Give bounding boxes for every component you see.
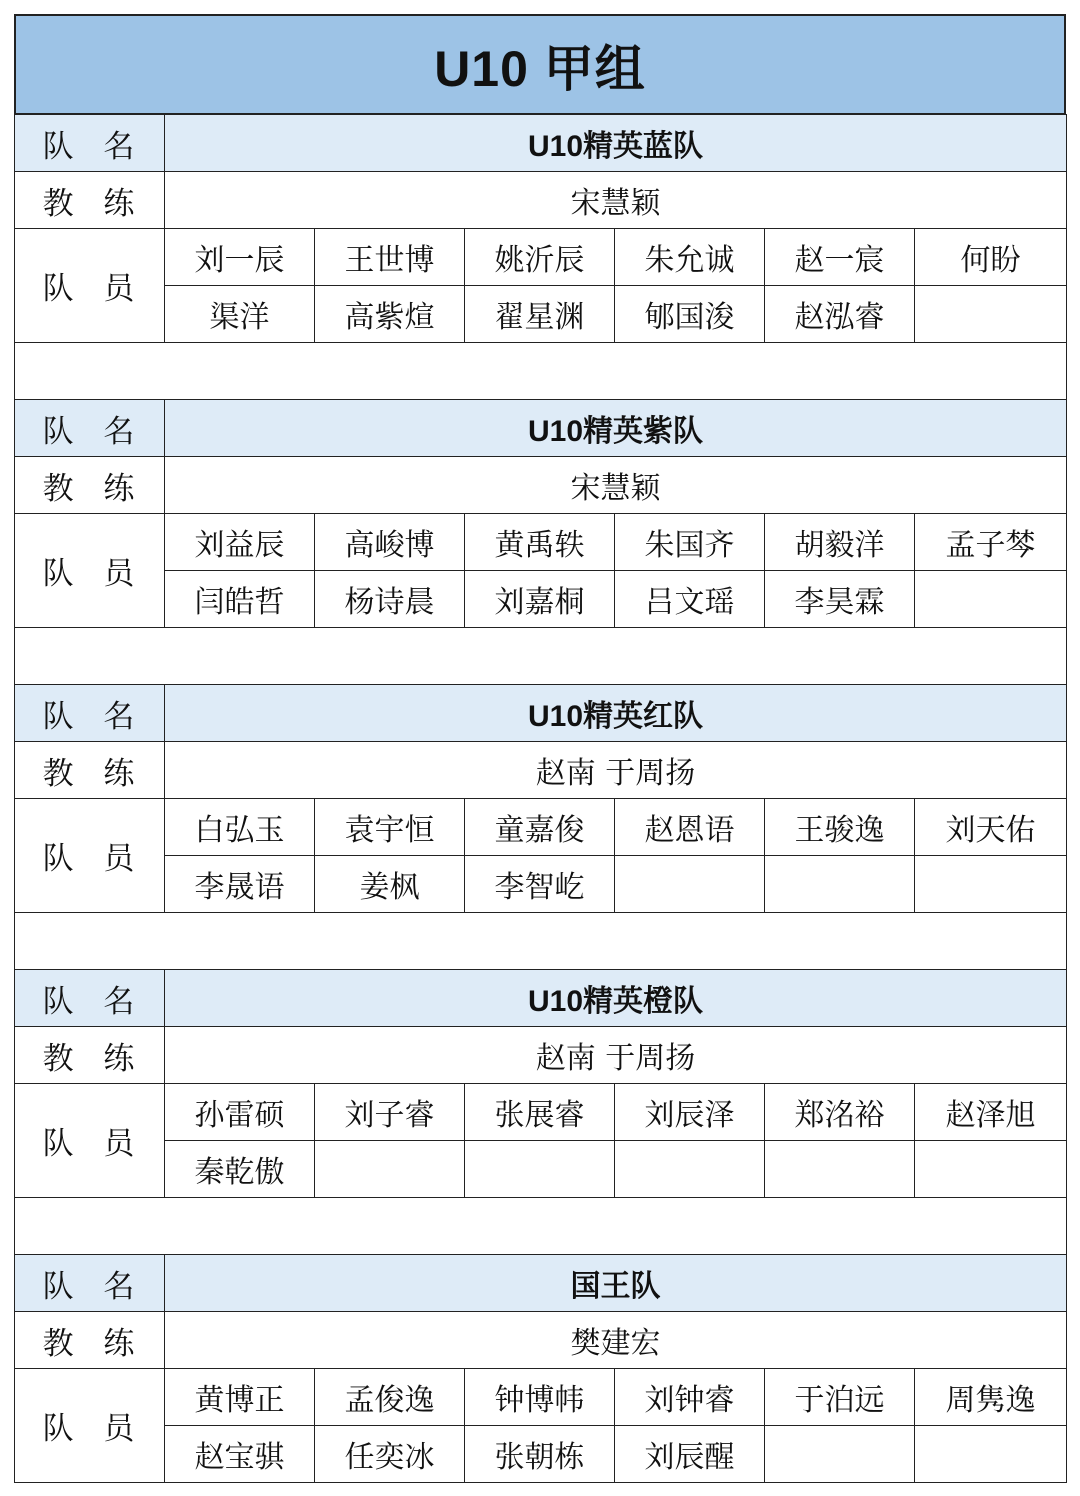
separator-cell bbox=[15, 1198, 1067, 1255]
coach-name: 赵南 于周扬 bbox=[165, 742, 1067, 799]
coach-label: 教 练 bbox=[15, 457, 165, 514]
player-name: 刘嘉桐 bbox=[465, 571, 615, 628]
player-name bbox=[765, 856, 915, 913]
player-name: 刘辰醒 bbox=[615, 1426, 765, 1483]
players-row bbox=[15, 229, 1067, 286]
coach-row bbox=[15, 742, 1067, 799]
players-label: 队 员 bbox=[15, 514, 165, 628]
players-row bbox=[15, 1084, 1067, 1141]
player-name: 翟星渊 bbox=[465, 286, 615, 343]
coach-label: 教 练 bbox=[15, 1312, 165, 1369]
player-name: 郇国浚 bbox=[615, 286, 765, 343]
player-name: 赵泓睿 bbox=[765, 286, 915, 343]
player-name: 童嘉俊 bbox=[465, 799, 615, 856]
player-name: 赵一宸 bbox=[765, 229, 915, 286]
team-name: U10精英红队 bbox=[165, 685, 1067, 742]
player-name bbox=[765, 1141, 915, 1198]
player-name: 周隽逸 bbox=[915, 1369, 1067, 1426]
player-name: 张展睿 bbox=[465, 1084, 615, 1141]
player-name: 李昊霖 bbox=[765, 571, 915, 628]
player-name: 任奕冰 bbox=[315, 1426, 465, 1483]
team-name-row bbox=[15, 685, 1067, 742]
players-label: 队 员 bbox=[15, 1369, 165, 1483]
players-row bbox=[15, 1369, 1067, 1426]
roster-table bbox=[14, 114, 1067, 1483]
team-name-label: 队 名 bbox=[15, 970, 165, 1027]
players-label: 队 员 bbox=[15, 1084, 165, 1198]
player-name: 姚沂辰 bbox=[465, 229, 615, 286]
coach-name: 樊建宏 bbox=[165, 1312, 1067, 1369]
player-name: 钟博帏 bbox=[465, 1369, 615, 1426]
player-name: 刘天佑 bbox=[915, 799, 1067, 856]
players-row bbox=[15, 799, 1067, 856]
team-separator bbox=[15, 913, 1067, 970]
team-name-row bbox=[15, 400, 1067, 457]
player-name: 李晟语 bbox=[165, 856, 315, 913]
player-name: 刘益辰 bbox=[165, 514, 315, 571]
coach-name: 宋慧颖 bbox=[165, 172, 1067, 229]
team-name-row bbox=[15, 970, 1067, 1027]
team-name-label: 队 名 bbox=[15, 1255, 165, 1312]
player-name: 赵泽旭 bbox=[915, 1084, 1067, 1141]
player-name bbox=[615, 856, 765, 913]
coach-name: 宋慧颖 bbox=[165, 457, 1067, 514]
team-separator bbox=[15, 343, 1067, 400]
player-name: 刘一辰 bbox=[165, 229, 315, 286]
players-row bbox=[15, 1426, 1067, 1483]
player-name bbox=[465, 1141, 615, 1198]
player-name: 黄博正 bbox=[165, 1369, 315, 1426]
page-title: U10 甲组 bbox=[14, 14, 1066, 114]
team-name: U10精英橙队 bbox=[165, 970, 1067, 1027]
separator-cell bbox=[15, 343, 1067, 400]
player-name: 刘子睿 bbox=[315, 1084, 465, 1141]
player-name: 王世博 bbox=[315, 229, 465, 286]
player-name: 高峻博 bbox=[315, 514, 465, 571]
player-name: 渠洋 bbox=[165, 286, 315, 343]
player-name bbox=[615, 1141, 765, 1198]
coach-label: 教 练 bbox=[15, 172, 165, 229]
player-name: 朱国齐 bbox=[615, 514, 765, 571]
players-row bbox=[15, 571, 1067, 628]
player-name: 孟子棽 bbox=[915, 514, 1067, 571]
players-row bbox=[15, 1141, 1067, 1198]
coach-name: 赵南 于周扬 bbox=[165, 1027, 1067, 1084]
player-name: 吕文瑶 bbox=[615, 571, 765, 628]
coach-row bbox=[15, 457, 1067, 514]
players-label: 队 员 bbox=[15, 799, 165, 913]
coach-row bbox=[15, 1027, 1067, 1084]
player-name: 李智屹 bbox=[465, 856, 615, 913]
player-name bbox=[765, 1426, 915, 1483]
player-name: 于泊远 bbox=[765, 1369, 915, 1426]
roster-sheet bbox=[14, 14, 1066, 1483]
player-name: 赵宝骐 bbox=[165, 1426, 315, 1483]
team-name: U10精英蓝队 bbox=[165, 115, 1067, 172]
player-name: 袁宇恒 bbox=[315, 799, 465, 856]
coach-label: 教 练 bbox=[15, 1027, 165, 1084]
player-name: 张朝栋 bbox=[465, 1426, 615, 1483]
player-name: 高紫煊 bbox=[315, 286, 465, 343]
players-label: 队 员 bbox=[15, 229, 165, 343]
player-name: 王骏逸 bbox=[765, 799, 915, 856]
player-name: 何盼 bbox=[915, 229, 1067, 286]
team-name-label: 队 名 bbox=[15, 400, 165, 457]
player-name: 朱允诚 bbox=[615, 229, 765, 286]
team-separator bbox=[15, 1198, 1067, 1255]
player-name bbox=[315, 1141, 465, 1198]
team-name-row bbox=[15, 1255, 1067, 1312]
team-name-row bbox=[15, 115, 1067, 172]
separator-cell bbox=[15, 913, 1067, 970]
player-name bbox=[915, 286, 1067, 343]
player-name: 孙雷硕 bbox=[165, 1084, 315, 1141]
player-name: 刘钟睿 bbox=[615, 1369, 765, 1426]
players-row bbox=[15, 286, 1067, 343]
team-name-label: 队 名 bbox=[15, 115, 165, 172]
player-name: 杨诗晨 bbox=[315, 571, 465, 628]
player-name bbox=[915, 1426, 1067, 1483]
team-name: U10精英紫队 bbox=[165, 400, 1067, 457]
player-name bbox=[915, 1141, 1067, 1198]
team-name: 国王队 bbox=[165, 1255, 1067, 1312]
coach-label: 教 练 bbox=[15, 742, 165, 799]
player-name: 刘辰泽 bbox=[615, 1084, 765, 1141]
player-name: 赵恩语 bbox=[615, 799, 765, 856]
player-name bbox=[915, 856, 1067, 913]
player-name: 闫皓哲 bbox=[165, 571, 315, 628]
coach-row bbox=[15, 172, 1067, 229]
player-name: 秦乾傲 bbox=[165, 1141, 315, 1198]
separator-cell bbox=[15, 628, 1067, 685]
player-name: 姜枫 bbox=[315, 856, 465, 913]
team-name-label: 队 名 bbox=[15, 685, 165, 742]
player-name: 孟俊逸 bbox=[315, 1369, 465, 1426]
players-row bbox=[15, 514, 1067, 571]
coach-row bbox=[15, 1312, 1067, 1369]
player-name bbox=[915, 571, 1067, 628]
player-name: 胡毅洋 bbox=[765, 514, 915, 571]
player-name: 白弘玉 bbox=[165, 799, 315, 856]
player-name: 黄禹轶 bbox=[465, 514, 615, 571]
player-name: 郑洺裕 bbox=[765, 1084, 915, 1141]
team-separator bbox=[15, 628, 1067, 685]
players-row bbox=[15, 856, 1067, 913]
